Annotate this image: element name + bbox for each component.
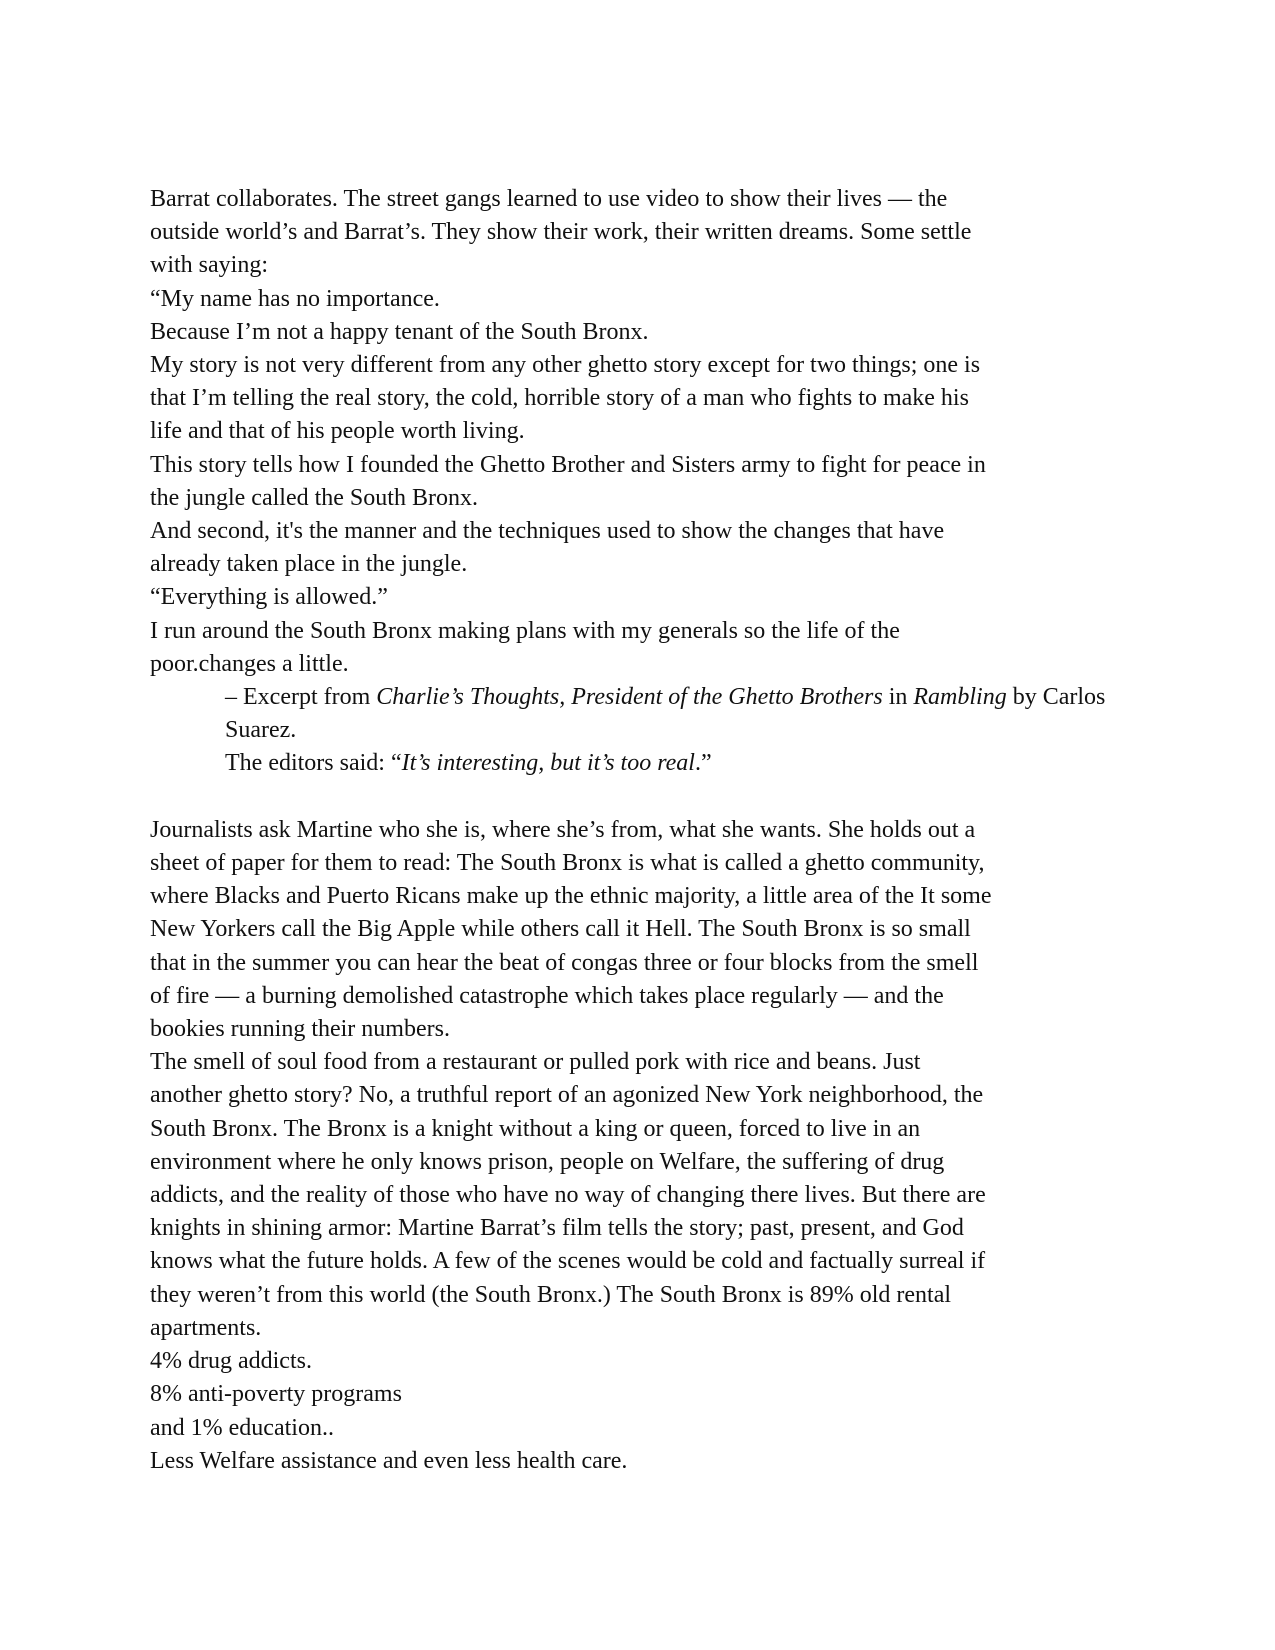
text-line: environment where he only knows prison, people on Welfare, the suffering of drug	[150, 1148, 945, 1175]
text-line: already taken place in the jungle.	[150, 551, 468, 578]
text-line: Journalists ask Martine who she is, where she’s from, what she wants. She holds out a	[150, 816, 976, 843]
text-line: This story tells how I founded the Ghetto Brother and Sisters army to fight for peace in	[150, 451, 986, 478]
text-line: New Yorkers call the Big Apple while others call it Hell. The South Bronx is so small	[150, 916, 971, 943]
text-line: bookies running their numbers.	[150, 1016, 450, 1043]
text-line: “My name has no importance.	[150, 285, 440, 312]
text-line: they weren’t from this world (the South Bronx.) The South Bronx is 89% old rental	[150, 1281, 952, 1308]
text-line: South Bronx. The Bronx is a knight without a king or queen, forced to live in an	[150, 1115, 921, 1142]
text-line: and 1% education..	[150, 1414, 334, 1441]
text-line: knows what the future holds. A few of the scenes would be cold and factually surreal if	[150, 1248, 986, 1275]
document-page	[150, 183, 1135, 1478]
text-line: 4% drug addicts.	[150, 1348, 312, 1375]
text-line: “Everything is allowed.”	[150, 584, 388, 611]
text-line: I run around the South Bronx making plans with my generals so the life of the	[150, 617, 900, 644]
paragraph-quote-block	[150, 183, 1135, 681]
text-line: 8% anti-poverty programs	[150, 1381, 402, 1408]
editors-quote-text: It’s interesting, but it’s too real	[401, 750, 695, 777]
text-line: where Blacks and Puerto Ricans make up the ethnic majority, a little area of the It some	[150, 883, 992, 910]
text-line: that in the summer you can hear the beat of congas three or four blocks from the smell	[150, 949, 979, 976]
excerpt-title: Charlie’s Thoughts, President of the Ghetto Brothers	[376, 684, 883, 711]
text-line: another ghetto story? No, a truthful report of an agonized New York neighborhood, the	[150, 1082, 984, 1109]
text-line: The smell of soul food from a restaurant or pulled pork with rice and beans. Just	[150, 1049, 921, 1076]
excerpt-book: Rambling	[913, 684, 1007, 711]
text-line: of fire — a burning demolished catastrophe which takes place regularly — and the	[150, 982, 944, 1009]
text-line: that I’m telling the real story, the cold, horrible story of a man who fights to make his	[150, 385, 969, 412]
text-line: sheet of paper for them to read: The South Bronx is what is called a ghetto community,	[150, 850, 985, 877]
text-line: Barrat collaborates. The street gangs learned to use video to show their lives — the	[150, 186, 948, 212]
editors-quote	[150, 747, 1135, 780]
text-line: addicts, and the reality of those who have no way of changing there lives. But there are	[150, 1182, 986, 1209]
excerpt-mid: in	[882, 684, 914, 711]
excerpt-citation	[150, 681, 1135, 747]
text-line: knights in shining armor: Martine Barrat’s film tells the story; past, present, and God	[150, 1215, 964, 1242]
text-line: Because I’m not a happy tenant of the South Bronx.	[150, 318, 649, 345]
text-line: Less Welfare assistance and even less health care.	[150, 1447, 628, 1474]
editors-prefix: The editors said: “	[225, 750, 402, 777]
text-line: life and that of his people worth living.	[150, 418, 525, 445]
text-line: the jungle called the South Bronx.	[150, 484, 478, 511]
text-line: apartments.	[150, 1314, 262, 1341]
text-line: with saying:	[150, 252, 268, 279]
paragraph-journalists	[150, 814, 1135, 1478]
text-line: And second, it's the manner and the techniques used to show the changes that have	[150, 518, 945, 545]
excerpt-suffix: by Carlos Suarez.	[225, 684, 1106, 744]
editors-suffix: .”	[694, 750, 712, 777]
text-line: My story is not very different from any other ghetto story except for two things; one is	[150, 352, 981, 379]
excerpt-prefix: – Excerpt from	[225, 684, 377, 711]
text-line: poor.changes a little.	[150, 650, 349, 677]
blank-line	[150, 781, 1135, 814]
text-line: outside world’s and Barrat’s. They show their work, their written dreams. Some settle	[150, 219, 972, 246]
